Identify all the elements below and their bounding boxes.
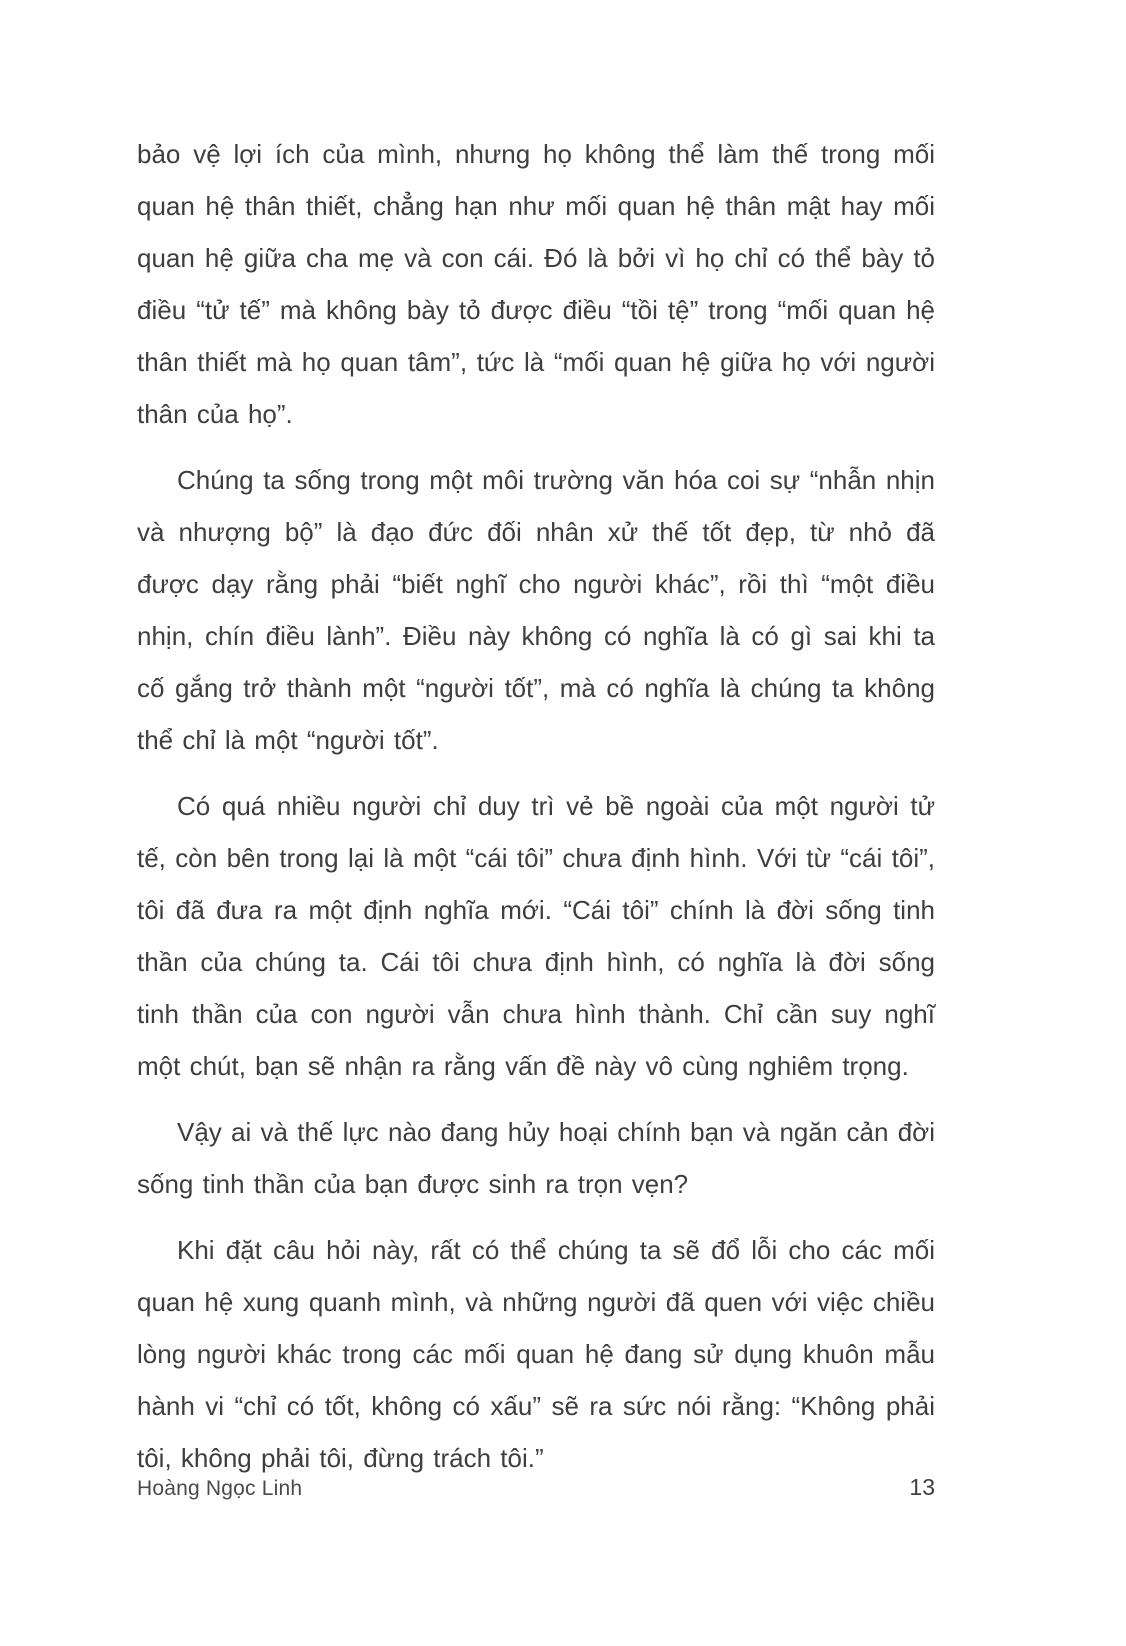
paragraph: Có quá nhiều người chỉ duy trì vẻ bề ngoài của một người tử tế, còn bên trong lại là một “cái tôi” chưa định hình. Với từ “cái tôi”, tôi đã đưa ra một định nghĩa mới. “Cái tôi” chính là đời sống tinh thần của chúng ta. Cái tôi chưa định hình, có nghĩa là đời sống tinh thần của con người vẫn chưa hình thành. Chỉ cần suy nghĩ một chút, bạn sẽ nhận ra rằng vấn đề này vô cùng nghiêm trọng. xyxy=(137,791,935,1081)
paragraph: Khi đặt câu hỏi này, rất có thể chúng ta sẽ đổ lỗi cho các mối quan hệ xung quanh mình, và những người đã quen với việc chiều lòng người khác trong các mối quan hệ đang sử dụng khuôn mẫu hành vi “chỉ có tốt, không có xấu” sẽ ra sức nói rằng: “Không phải tôi, không phải tôi, đừng trách tôi.” xyxy=(137,1235,935,1473)
page-number: 13 xyxy=(909,1474,935,1500)
paragraph: Vậy ai và thế lực nào đang hủy hoại chính bạn và ngăn cản đời sống tinh thần của bạn được sinh ra trọn vẹn? xyxy=(137,1117,935,1199)
paragraph: bảo vệ lợi ích của mình, nhưng họ không thể làm thế trong mối quan hệ thân thiết, chẳng hạn như mối quan hệ thân mật hay mối quan hệ giữa cha mẹ và con cái. Đó là bởi vì họ chỉ có thể bày tỏ điều “tử tế” mà không bày tỏ được điều “tồi tệ” trong “mối quan hệ thân thiết mà họ quan tâm”, tức là “mối quan hệ giữa họ với người thân của họ”. xyxy=(137,139,935,429)
paragraph: Chúng ta sống trong một môi trường văn hóa coi sự “nhẫn nhịn và nhượng bộ” là đạo đức đối nhân xử thế tốt đẹp, từ nhỏ đã được dạy rằng phải “biết nghĩ cho người khác”, rồi thì “một điều nhịn, chín điều lành”. Điều này không có nghĩa là có gì sai khi ta cố gắng trở thành một “người tốt”, mà có nghĩa là chúng ta không thể chỉ là một “người tốt”. xyxy=(137,465,935,755)
page-footer xyxy=(137,1474,935,1501)
body-text xyxy=(137,128,935,1498)
footer-author-name: Hoàng Ngọc Linh xyxy=(137,1477,303,1500)
